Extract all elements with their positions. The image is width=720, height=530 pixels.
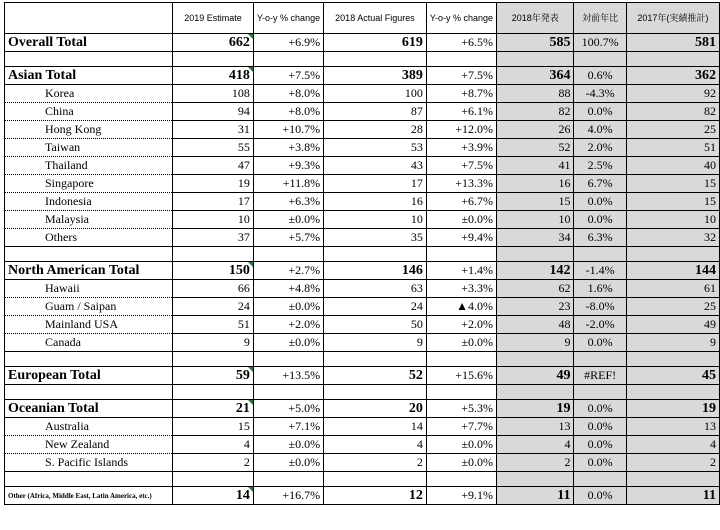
announced-2018-cell[interactable]: 49 <box>497 367 574 385</box>
actual-2017-cell[interactable]: 10 <box>626 211 719 229</box>
vs-prev-cell[interactable]: -2.0% <box>574 316 626 334</box>
table-row-sub <box>5 175 720 193</box>
yoy2-cell[interactable]: +6.1% <box>426 103 496 121</box>
actual-2018-cell[interactable]: 4 <box>324 436 427 454</box>
empty-cell[interactable] <box>497 52 574 67</box>
empty-cell[interactable] <box>426 52 496 67</box>
estimate-2019-cell[interactable]: 59 <box>173 367 254 385</box>
vs-prev-cell[interactable]: -1.4% <box>574 262 626 280</box>
yoy2-cell[interactable]: +9.1% <box>426 487 496 505</box>
empty-cell[interactable] <box>5 385 173 400</box>
row-label[interactable]: Canada <box>5 334 173 352</box>
row-label[interactable]: Mainland USA <box>5 316 173 334</box>
empty-cell[interactable] <box>626 472 719 487</box>
empty-cell[interactable] <box>173 52 254 67</box>
empty-cell[interactable] <box>497 385 574 400</box>
yoy2-cell[interactable]: +3.9% <box>426 139 496 157</box>
yoy1-cell[interactable]: +9.3% <box>253 157 323 175</box>
vs-prev-cell[interactable]: 2.0% <box>574 139 626 157</box>
empty-cell[interactable] <box>324 472 427 487</box>
row-label[interactable]: Asian Total <box>5 67 173 85</box>
vs-prev-cell[interactable]: 0.0% <box>574 436 626 454</box>
announced-2018-cell[interactable]: 9 <box>497 334 574 352</box>
actual-2017-cell[interactable]: 61 <box>626 280 719 298</box>
yoy2-cell[interactable]: +15.6% <box>426 367 496 385</box>
empty-cell[interactable] <box>253 247 323 262</box>
announced-2018-cell[interactable]: 19 <box>497 400 574 418</box>
vs-prev-cell[interactable]: 4.0% <box>574 121 626 139</box>
estimate-2019-cell[interactable]: 47 <box>173 157 254 175</box>
empty-cell[interactable] <box>626 385 719 400</box>
estimate-2019-cell[interactable]: 4 <box>173 436 254 454</box>
yoy1-cell[interactable]: ±0.0% <box>253 436 323 454</box>
table-row-sub <box>5 436 720 454</box>
actual-2018-cell[interactable]: 100 <box>324 85 427 103</box>
table-row-sub <box>5 316 720 334</box>
vs-prev-cell[interactable]: -4.3% <box>574 85 626 103</box>
yoy1-cell[interactable]: +6.3% <box>253 193 323 211</box>
empty-cell[interactable] <box>426 472 496 487</box>
table-row-sub <box>5 193 720 211</box>
estimate-2019-cell[interactable]: 15 <box>173 418 254 436</box>
vs-prev-cell[interactable]: -8.0% <box>574 298 626 316</box>
table-row-total <box>5 262 720 280</box>
vs-prev-cell[interactable]: 0.6% <box>574 67 626 85</box>
actual-2017-cell[interactable]: 144 <box>626 262 719 280</box>
row-label[interactable]: Australia <box>5 418 173 436</box>
header-yoy-1[interactable]: Y-o-y % change <box>253 3 323 34</box>
actual-2017-cell[interactable]: 13 <box>626 418 719 436</box>
actual-2018-cell[interactable]: 50 <box>324 316 427 334</box>
estimate-2019-cell[interactable]: 24 <box>173 298 254 316</box>
empty-cell[interactable] <box>574 247 626 262</box>
yoy2-cell[interactable]: ±0.0% <box>426 436 496 454</box>
yoy1-cell[interactable]: +8.0% <box>253 103 323 121</box>
row-label[interactable]: Thailand <box>5 157 173 175</box>
empty-cell[interactable] <box>574 352 626 367</box>
vs-prev-cell[interactable]: 0.0% <box>574 400 626 418</box>
actual-2017-cell[interactable]: 15 <box>626 175 719 193</box>
actual-2018-cell[interactable]: 2 <box>324 454 427 472</box>
announced-2018-cell[interactable]: 13 <box>497 418 574 436</box>
announced-2018-cell[interactable]: 4 <box>497 436 574 454</box>
table-row-sub <box>5 139 720 157</box>
actual-2017-cell[interactable]: 25 <box>626 298 719 316</box>
empty-cell[interactable] <box>173 247 254 262</box>
vs-prev-cell[interactable]: 0.0% <box>574 454 626 472</box>
row-label[interactable]: Hawaii <box>5 280 173 298</box>
empty-cell[interactable] <box>497 247 574 262</box>
blank-row <box>5 472 720 487</box>
estimate-2019-cell[interactable]: 418 <box>173 67 254 85</box>
header-corner[interactable] <box>5 3 173 34</box>
yoy1-cell[interactable]: +2.0% <box>253 316 323 334</box>
yoy1-cell[interactable]: +4.8% <box>253 280 323 298</box>
actual-2018-cell[interactable]: 35 <box>324 229 427 247</box>
actual-2018-cell[interactable]: 63 <box>324 280 427 298</box>
announced-2018-cell[interactable]: 585 <box>497 34 574 52</box>
vs-prev-cell[interactable]: 1.6% <box>574 280 626 298</box>
row-label[interactable]: New Zealand <box>5 436 173 454</box>
row-label[interactable]: Korea <box>5 85 173 103</box>
table-row-total <box>5 67 720 85</box>
empty-cell[interactable] <box>253 352 323 367</box>
yoy2-cell[interactable]: +2.0% <box>426 316 496 334</box>
row-label[interactable]: China <box>5 103 173 121</box>
row-label[interactable]: Hong Kong <box>5 121 173 139</box>
table-row-sub <box>5 103 720 121</box>
estimate-2019-cell[interactable]: 31 <box>173 121 254 139</box>
actual-2017-cell[interactable]: 51 <box>626 139 719 157</box>
actual-2018-cell[interactable]: 146 <box>324 262 427 280</box>
yoy1-cell[interactable]: +7.5% <box>253 67 323 85</box>
actual-2017-cell[interactable]: 9 <box>626 334 719 352</box>
yoy2-cell[interactable]: +5.3% <box>426 400 496 418</box>
blank-row <box>5 352 720 367</box>
actual-2017-cell[interactable]: 362 <box>626 67 719 85</box>
table-row-sub <box>5 229 720 247</box>
row-label[interactable]: Taiwan <box>5 139 173 157</box>
row-label[interactable]: Others <box>5 229 173 247</box>
row-label[interactable]: Indonesia <box>5 193 173 211</box>
announced-2018-cell[interactable]: 82 <box>497 103 574 121</box>
actual-2018-cell[interactable]: 9 <box>324 334 427 352</box>
actual-2017-cell[interactable]: 11 <box>626 487 719 505</box>
empty-cell[interactable] <box>324 52 427 67</box>
announced-2018-cell[interactable]: 48 <box>497 316 574 334</box>
actual-2017-cell[interactable]: 40 <box>626 157 719 175</box>
vs-prev-cell[interactable]: 0.0% <box>574 487 626 505</box>
empty-cell[interactable] <box>626 52 719 67</box>
yoy2-cell[interactable]: +6.5% <box>426 34 496 52</box>
actual-2018-cell[interactable]: 43 <box>324 157 427 175</box>
actual-2017-cell[interactable]: 4 <box>626 436 719 454</box>
actual-2018-cell[interactable]: 16 <box>324 193 427 211</box>
estimate-2019-cell[interactable]: 14 <box>173 487 254 505</box>
yoy2-cell[interactable]: +12.0% <box>426 121 496 139</box>
yoy1-cell[interactable]: +8.0% <box>253 85 323 103</box>
estimate-2019-cell[interactable]: 51 <box>173 316 254 334</box>
announced-2018-cell[interactable]: 34 <box>497 229 574 247</box>
yoy2-cell[interactable]: +6.7% <box>426 193 496 211</box>
estimate-2019-cell[interactable]: 94 <box>173 103 254 121</box>
vs-prev-cell[interactable]: 0.0% <box>574 211 626 229</box>
table-row-sub <box>5 211 720 229</box>
empty-cell[interactable] <box>426 385 496 400</box>
actual-2018-cell[interactable]: 14 <box>324 418 427 436</box>
announced-2018-cell[interactable]: 41 <box>497 157 574 175</box>
yoy1-cell[interactable]: +3.8% <box>253 139 323 157</box>
row-label[interactable]: Guam / Saipan <box>5 298 173 316</box>
header-announced-2018[interactable]: 2018年発表 <box>497 3 574 34</box>
empty-cell[interactable] <box>173 385 254 400</box>
yoy1-cell[interactable]: ±0.0% <box>253 454 323 472</box>
empty-cell[interactable] <box>5 352 173 367</box>
table-row-sub <box>5 280 720 298</box>
estimate-2019-cell[interactable]: 17 <box>173 193 254 211</box>
row-label[interactable]: Other (Africa, Middle East, Latin America, etc.) <box>5 487 173 505</box>
estimate-2019-cell[interactable]: 662 <box>173 34 254 52</box>
yoy2-cell[interactable]: +3.3% <box>426 280 496 298</box>
yoy1-cell[interactable]: +7.1% <box>253 418 323 436</box>
announced-2018-cell[interactable]: 10 <box>497 211 574 229</box>
row-label[interactable]: S. Pacific Islands <box>5 454 173 472</box>
actual-2018-cell[interactable]: 52 <box>324 367 427 385</box>
actual-2017-cell[interactable]: 19 <box>626 400 719 418</box>
actual-2017-cell[interactable]: 45 <box>626 367 719 385</box>
yoy1-cell[interactable]: +16.7% <box>253 487 323 505</box>
header-yoy-2[interactable]: Y-o-y % change <box>426 3 496 34</box>
yoy1-cell[interactable]: ±0.0% <box>253 298 323 316</box>
vs-prev-cell[interactable]: 6.7% <box>574 175 626 193</box>
table-row-total <box>5 400 720 418</box>
yoy1-cell[interactable]: +11.8% <box>253 175 323 193</box>
header-actual-2018[interactable]: 2018 Actual Figures <box>324 3 427 34</box>
table-row-total <box>5 34 720 52</box>
yoy2-cell[interactable]: +1.4% <box>426 262 496 280</box>
estimate-2019-cell[interactable]: 21 <box>173 400 254 418</box>
actual-2018-cell[interactable]: 87 <box>324 103 427 121</box>
yoy2-cell[interactable]: +7.5% <box>426 157 496 175</box>
blank-row <box>5 385 720 400</box>
actual-2018-cell[interactable]: 24 <box>324 298 427 316</box>
header-estimate-2019[interactable]: 2019 Estimate <box>173 3 254 34</box>
table-row-sub <box>5 157 720 175</box>
row-label[interactable]: Malaysia <box>5 211 173 229</box>
vs-prev-cell[interactable]: #REF! <box>574 367 626 385</box>
estimate-2019-cell[interactable]: 19 <box>173 175 254 193</box>
vs-prev-cell[interactable]: 2.5% <box>574 157 626 175</box>
announced-2018-cell[interactable]: 52 <box>497 139 574 157</box>
yoy1-cell[interactable]: +5.7% <box>253 229 323 247</box>
empty-cell[interactable] <box>324 385 427 400</box>
estimate-2019-cell[interactable]: 37 <box>173 229 254 247</box>
empty-cell[interactable] <box>574 385 626 400</box>
actual-2018-cell[interactable]: 12 <box>324 487 427 505</box>
row-label[interactable]: Oceanian Total <box>5 400 173 418</box>
header-actual-2017[interactable]: 2017年(実績推計) <box>626 3 719 34</box>
actual-2017-cell[interactable]: 32 <box>626 229 719 247</box>
vs-prev-cell[interactable]: 0.0% <box>574 193 626 211</box>
empty-cell[interactable] <box>5 52 173 67</box>
yoy2-cell[interactable]: +13.3% <box>426 175 496 193</box>
yoy1-cell[interactable]: +6.9% <box>253 34 323 52</box>
header-row <box>5 3 720 34</box>
yoy2-cell[interactable]: +8.7% <box>426 85 496 103</box>
estimate-2019-cell[interactable]: 9 <box>173 334 254 352</box>
announced-2018-cell[interactable]: 26 <box>497 121 574 139</box>
announced-2018-cell[interactable]: 2 <box>497 454 574 472</box>
estimate-2019-cell[interactable]: 66 <box>173 280 254 298</box>
yoy1-cell[interactable]: ±0.0% <box>253 334 323 352</box>
announced-2018-cell[interactable]: 16 <box>497 175 574 193</box>
empty-cell[interactable] <box>426 247 496 262</box>
yoy1-cell[interactable]: ±0.0% <box>253 211 323 229</box>
table-row-total <box>5 367 720 385</box>
empty-cell[interactable] <box>253 472 323 487</box>
empty-cell[interactable] <box>626 352 719 367</box>
empty-cell[interactable] <box>626 247 719 262</box>
estimate-2019-cell[interactable]: 10 <box>173 211 254 229</box>
announced-2018-cell[interactable]: 15 <box>497 193 574 211</box>
table-row-sub <box>5 121 720 139</box>
yoy2-cell[interactable]: ±0.0% <box>426 334 496 352</box>
actual-2018-cell[interactable]: 53 <box>324 139 427 157</box>
yoy2-cell[interactable]: +9.4% <box>426 229 496 247</box>
row-label[interactable]: European Total <box>5 367 173 385</box>
actual-2017-cell[interactable]: 2 <box>626 454 719 472</box>
empty-cell[interactable] <box>5 247 173 262</box>
empty-cell[interactable] <box>574 472 626 487</box>
actual-2017-cell[interactable]: 49 <box>626 316 719 334</box>
table-row-sub <box>5 418 720 436</box>
empty-cell[interactable] <box>324 247 427 262</box>
announced-2018-cell[interactable]: 142 <box>497 262 574 280</box>
empty-cell[interactable] <box>253 52 323 67</box>
vs-prev-cell[interactable]: 0.0% <box>574 334 626 352</box>
actual-2018-cell[interactable]: 389 <box>324 67 427 85</box>
empty-cell[interactable] <box>173 472 254 487</box>
actual-2017-cell[interactable]: 92 <box>626 85 719 103</box>
actual-2017-cell[interactable]: 581 <box>626 34 719 52</box>
row-label[interactable]: Singapore <box>5 175 173 193</box>
yoy1-cell[interactable]: +13.5% <box>253 367 323 385</box>
empty-cell[interactable] <box>497 352 574 367</box>
announced-2018-cell[interactable]: 364 <box>497 67 574 85</box>
yoy2-cell[interactable]: +7.7% <box>426 418 496 436</box>
announced-2018-cell[interactable]: 11 <box>497 487 574 505</box>
blank-row <box>5 52 720 67</box>
actual-2018-cell[interactable]: 28 <box>324 121 427 139</box>
vs-prev-cell[interactable]: 0.0% <box>574 418 626 436</box>
yoy1-cell[interactable]: +2.7% <box>253 262 323 280</box>
empty-cell[interactable] <box>173 352 254 367</box>
estimate-2019-cell[interactable]: 150 <box>173 262 254 280</box>
estimate-2019-cell[interactable]: 55 <box>173 139 254 157</box>
empty-cell[interactable] <box>5 472 173 487</box>
actual-2017-cell[interactable]: 25 <box>626 121 719 139</box>
row-label[interactable]: Overall Total <box>5 34 173 52</box>
table-row-sub <box>5 454 720 472</box>
vs-prev-cell[interactable]: 100.7% <box>574 34 626 52</box>
table-row-sub <box>5 85 720 103</box>
empty-cell[interactable] <box>253 385 323 400</box>
vs-prev-cell[interactable]: 0.0% <box>574 103 626 121</box>
table-row-sub <box>5 298 720 316</box>
announced-2018-cell[interactable]: 62 <box>497 280 574 298</box>
vs-prev-cell[interactable]: 6.3% <box>574 229 626 247</box>
announced-2018-cell[interactable]: 88 <box>497 85 574 103</box>
yoy1-cell[interactable]: +5.0% <box>253 400 323 418</box>
table-row-total <box>5 487 720 505</box>
yoy2-cell[interactable]: ±0.0% <box>426 211 496 229</box>
spreadsheet <box>4 2 720 505</box>
estimate-2019-cell[interactable]: 2 <box>173 454 254 472</box>
visitor-table <box>4 2 720 505</box>
yoy2-cell[interactable]: ▲4.0% <box>426 298 496 316</box>
empty-cell[interactable] <box>497 472 574 487</box>
header-vs-prev[interactable]: 対前年比 <box>574 3 626 34</box>
announced-2018-cell[interactable]: 23 <box>497 298 574 316</box>
yoy1-cell[interactable]: +10.7% <box>253 121 323 139</box>
actual-2018-cell[interactable]: 619 <box>324 34 427 52</box>
table-row-sub <box>5 334 720 352</box>
estimate-2019-cell[interactable]: 108 <box>173 85 254 103</box>
actual-2017-cell[interactable]: 82 <box>626 103 719 121</box>
yoy2-cell[interactable]: ±0.0% <box>426 454 496 472</box>
empty-cell[interactable] <box>426 352 496 367</box>
empty-cell[interactable] <box>324 352 427 367</box>
actual-2018-cell[interactable]: 20 <box>324 400 427 418</box>
row-label[interactable]: North American Total <box>5 262 173 280</box>
actual-2018-cell[interactable]: 17 <box>324 175 427 193</box>
actual-2018-cell[interactable]: 10 <box>324 211 427 229</box>
actual-2017-cell[interactable]: 15 <box>626 193 719 211</box>
empty-cell[interactable] <box>574 52 626 67</box>
yoy2-cell[interactable]: +7.5% <box>426 67 496 85</box>
blank-row <box>5 247 720 262</box>
